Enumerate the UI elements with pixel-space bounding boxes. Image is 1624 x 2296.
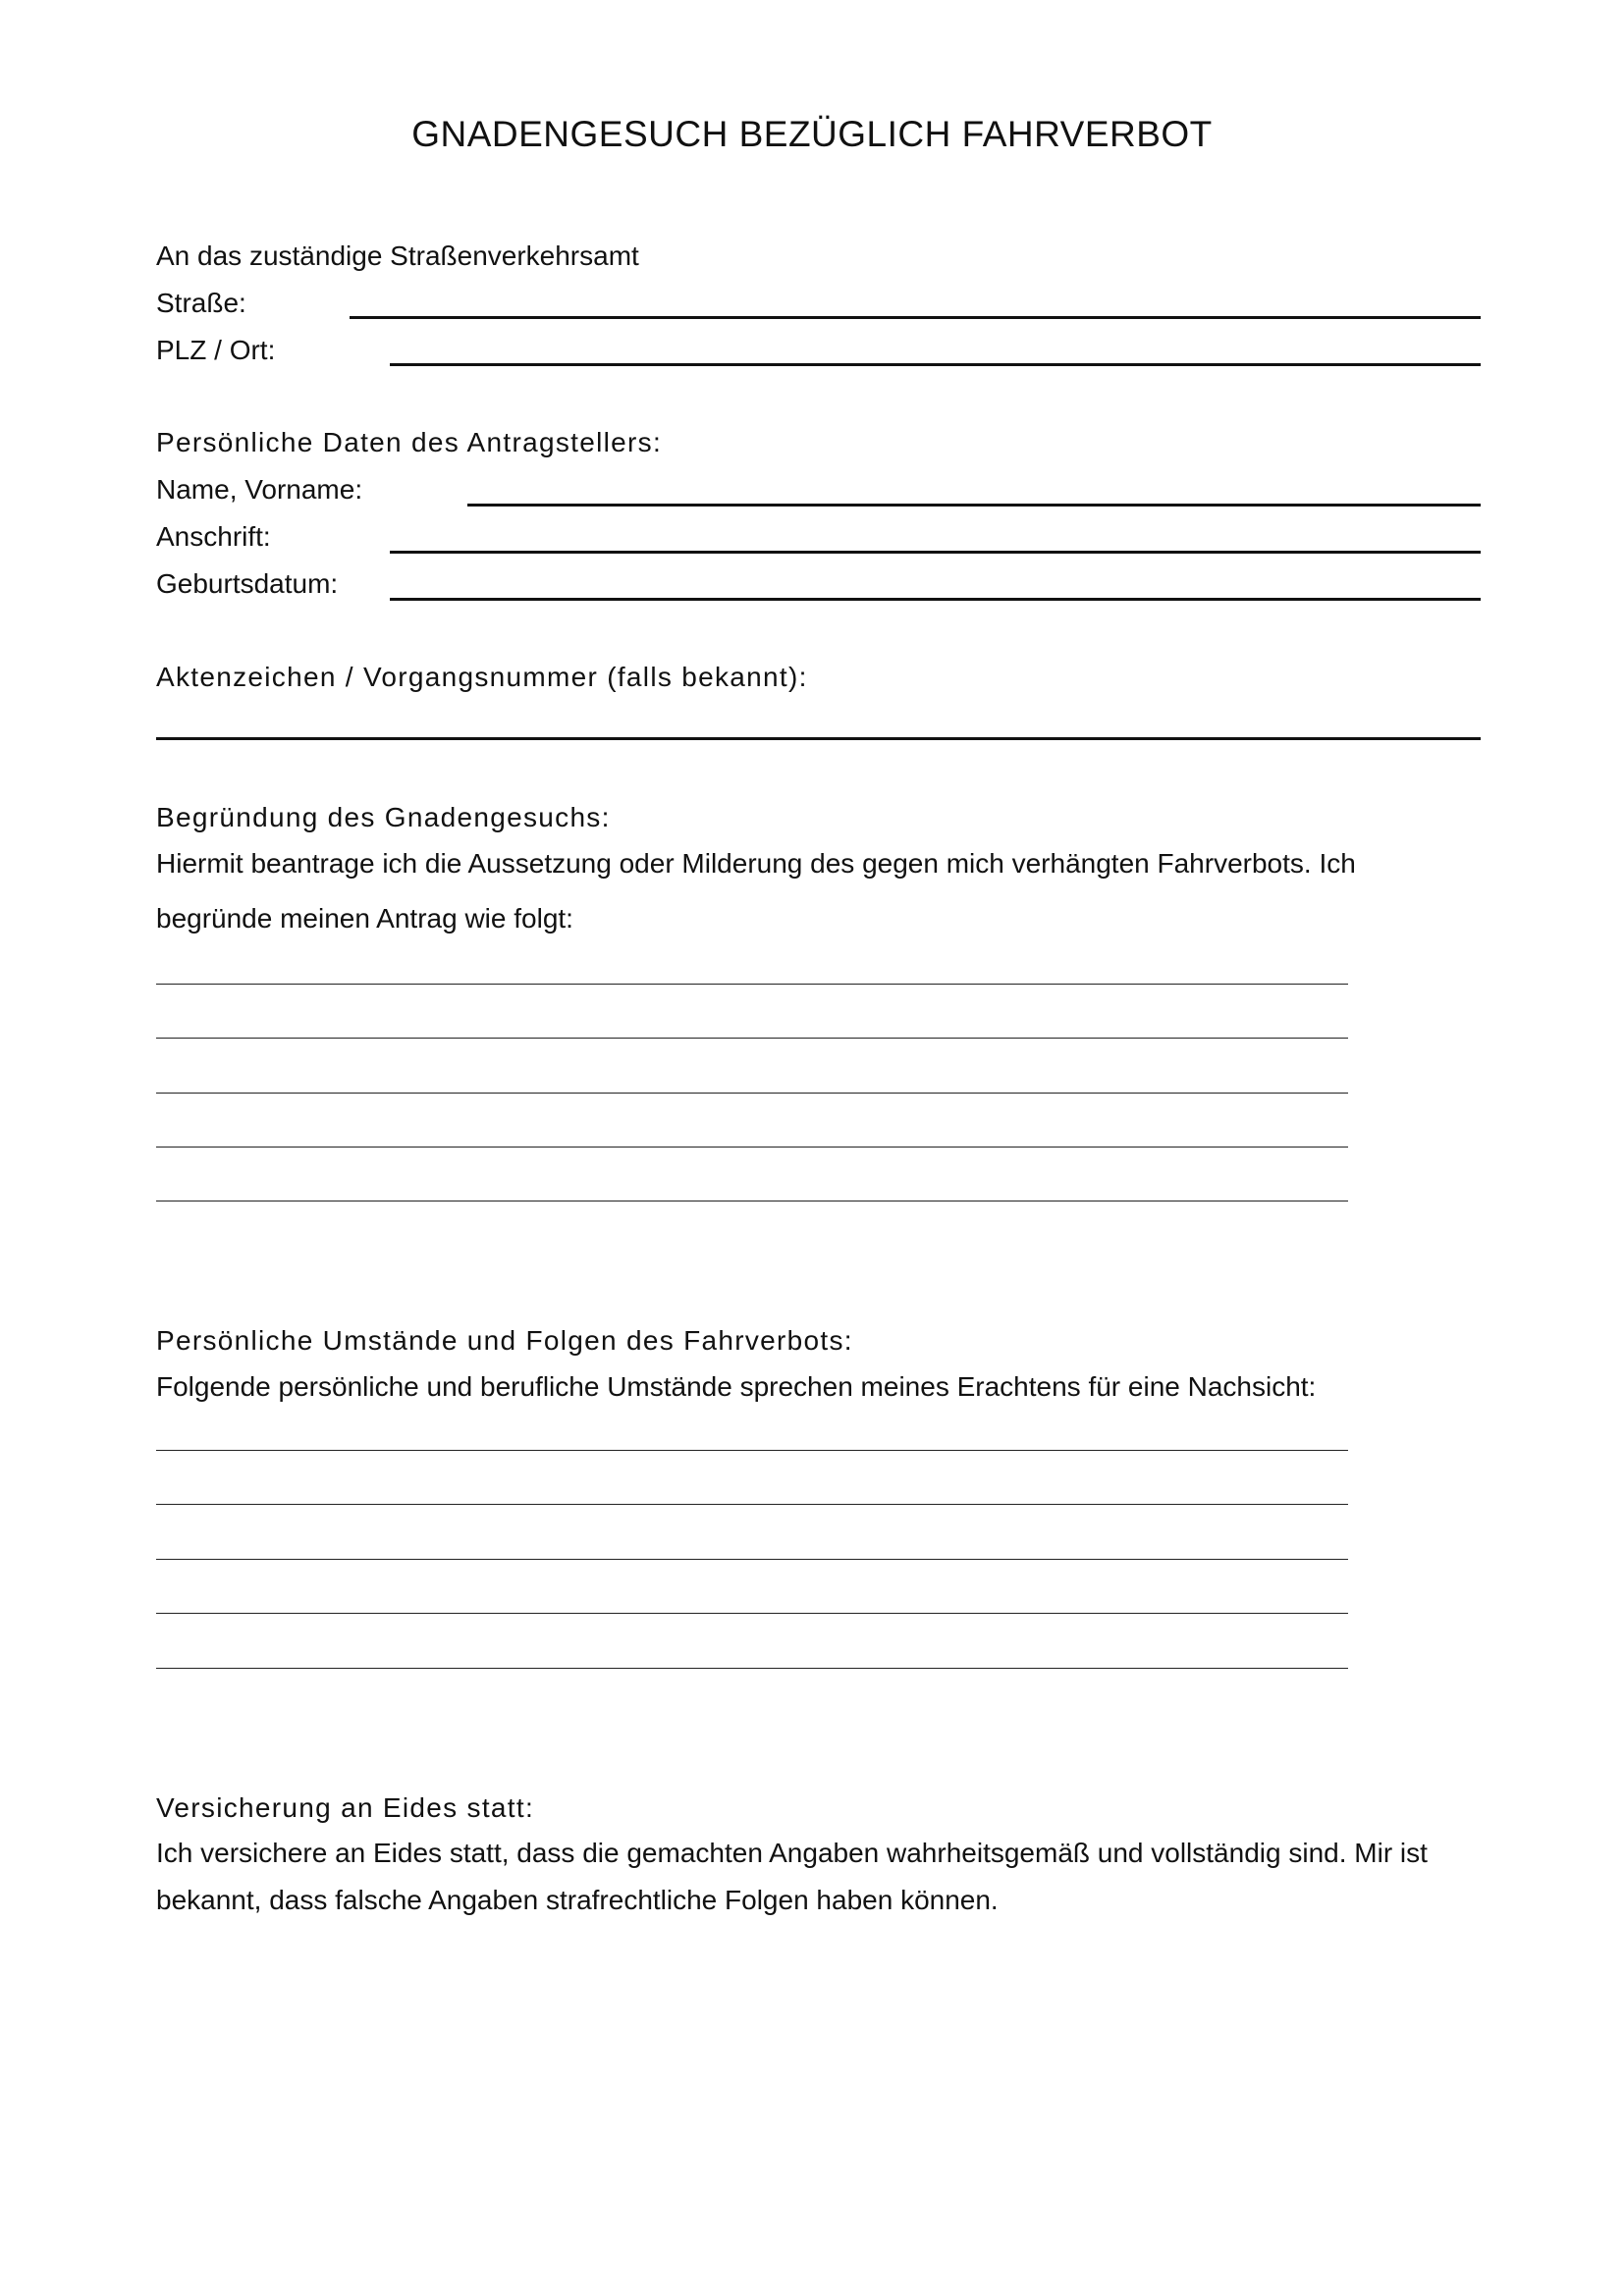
name-field[interactable]	[467, 504, 1481, 507]
affirmation-text-line: Ich versichere an Eides statt, dass die gemachten Angaben wahrheitsgemäß und vollständig sind. Mir ist	[156, 1838, 1428, 1868]
circumstances-heading: Persönliche Umstände und Folgen des Fahrverbots:	[156, 1325, 853, 1356]
name-label: Name, Vorname:	[156, 474, 363, 505]
circumstances-write-line[interactable]	[156, 1613, 1348, 1614]
zip-city-label: PLZ / Ort:	[156, 335, 276, 365]
circumstances-write-line[interactable]	[156, 1668, 1348, 1669]
birthdate-field[interactable]	[390, 598, 1481, 601]
reasoning-write-line[interactable]	[156, 1038, 1348, 1039]
reasoning-write-line[interactable]	[156, 984, 1348, 985]
street-label: Straße:	[156, 288, 246, 318]
reference-heading: Aktenzeichen / Vorgangsnummer (falls bekannt):	[156, 662, 808, 692]
circumstances-write-line[interactable]	[156, 1504, 1348, 1505]
affirmation-text-line: bekannt, dass falsche Angaben strafrechtliche Folgen haben können.	[156, 1885, 999, 1915]
circumstances-text-line: Folgende persönliche und berufliche Umstände sprechen meines Erachtens für eine Nachsicht:	[156, 1371, 1317, 1402]
address-field[interactable]	[390, 551, 1481, 554]
zip-city-field[interactable]	[390, 363, 1481, 366]
address-label: Anschrift:	[156, 521, 271, 552]
recipient-heading: An das zuständige Straßenverkehrsamt	[156, 240, 639, 271]
reasoning-text-line: Hiermit beantrage ich die Aussetzung oder Milderung des gegen mich verhängten Fahrverbots. Ich	[156, 848, 1356, 879]
street-field[interactable]	[350, 316, 1481, 319]
birthdate-label: Geburtsdatum:	[156, 568, 339, 599]
reasoning-text-line: begründe meinen Antrag wie folgt:	[156, 903, 573, 934]
reasoning-write-line[interactable]	[156, 1147, 1348, 1148]
reference-field[interactable]	[156, 737, 1481, 740]
circumstances-write-line[interactable]	[156, 1450, 1348, 1451]
affirmation-heading: Versicherung an Eides statt:	[156, 1792, 535, 1823]
reasoning-heading: Begründung des Gnadengesuchs:	[156, 802, 611, 832]
document-title: GNADENGESUCH BEZÜGLICH FAHRVERBOT	[411, 114, 1213, 154]
applicant-heading: Persönliche Daten des Antragstellers:	[156, 427, 663, 457]
reasoning-write-line[interactable]	[156, 1093, 1348, 1094]
circumstances-write-line[interactable]	[156, 1559, 1348, 1560]
